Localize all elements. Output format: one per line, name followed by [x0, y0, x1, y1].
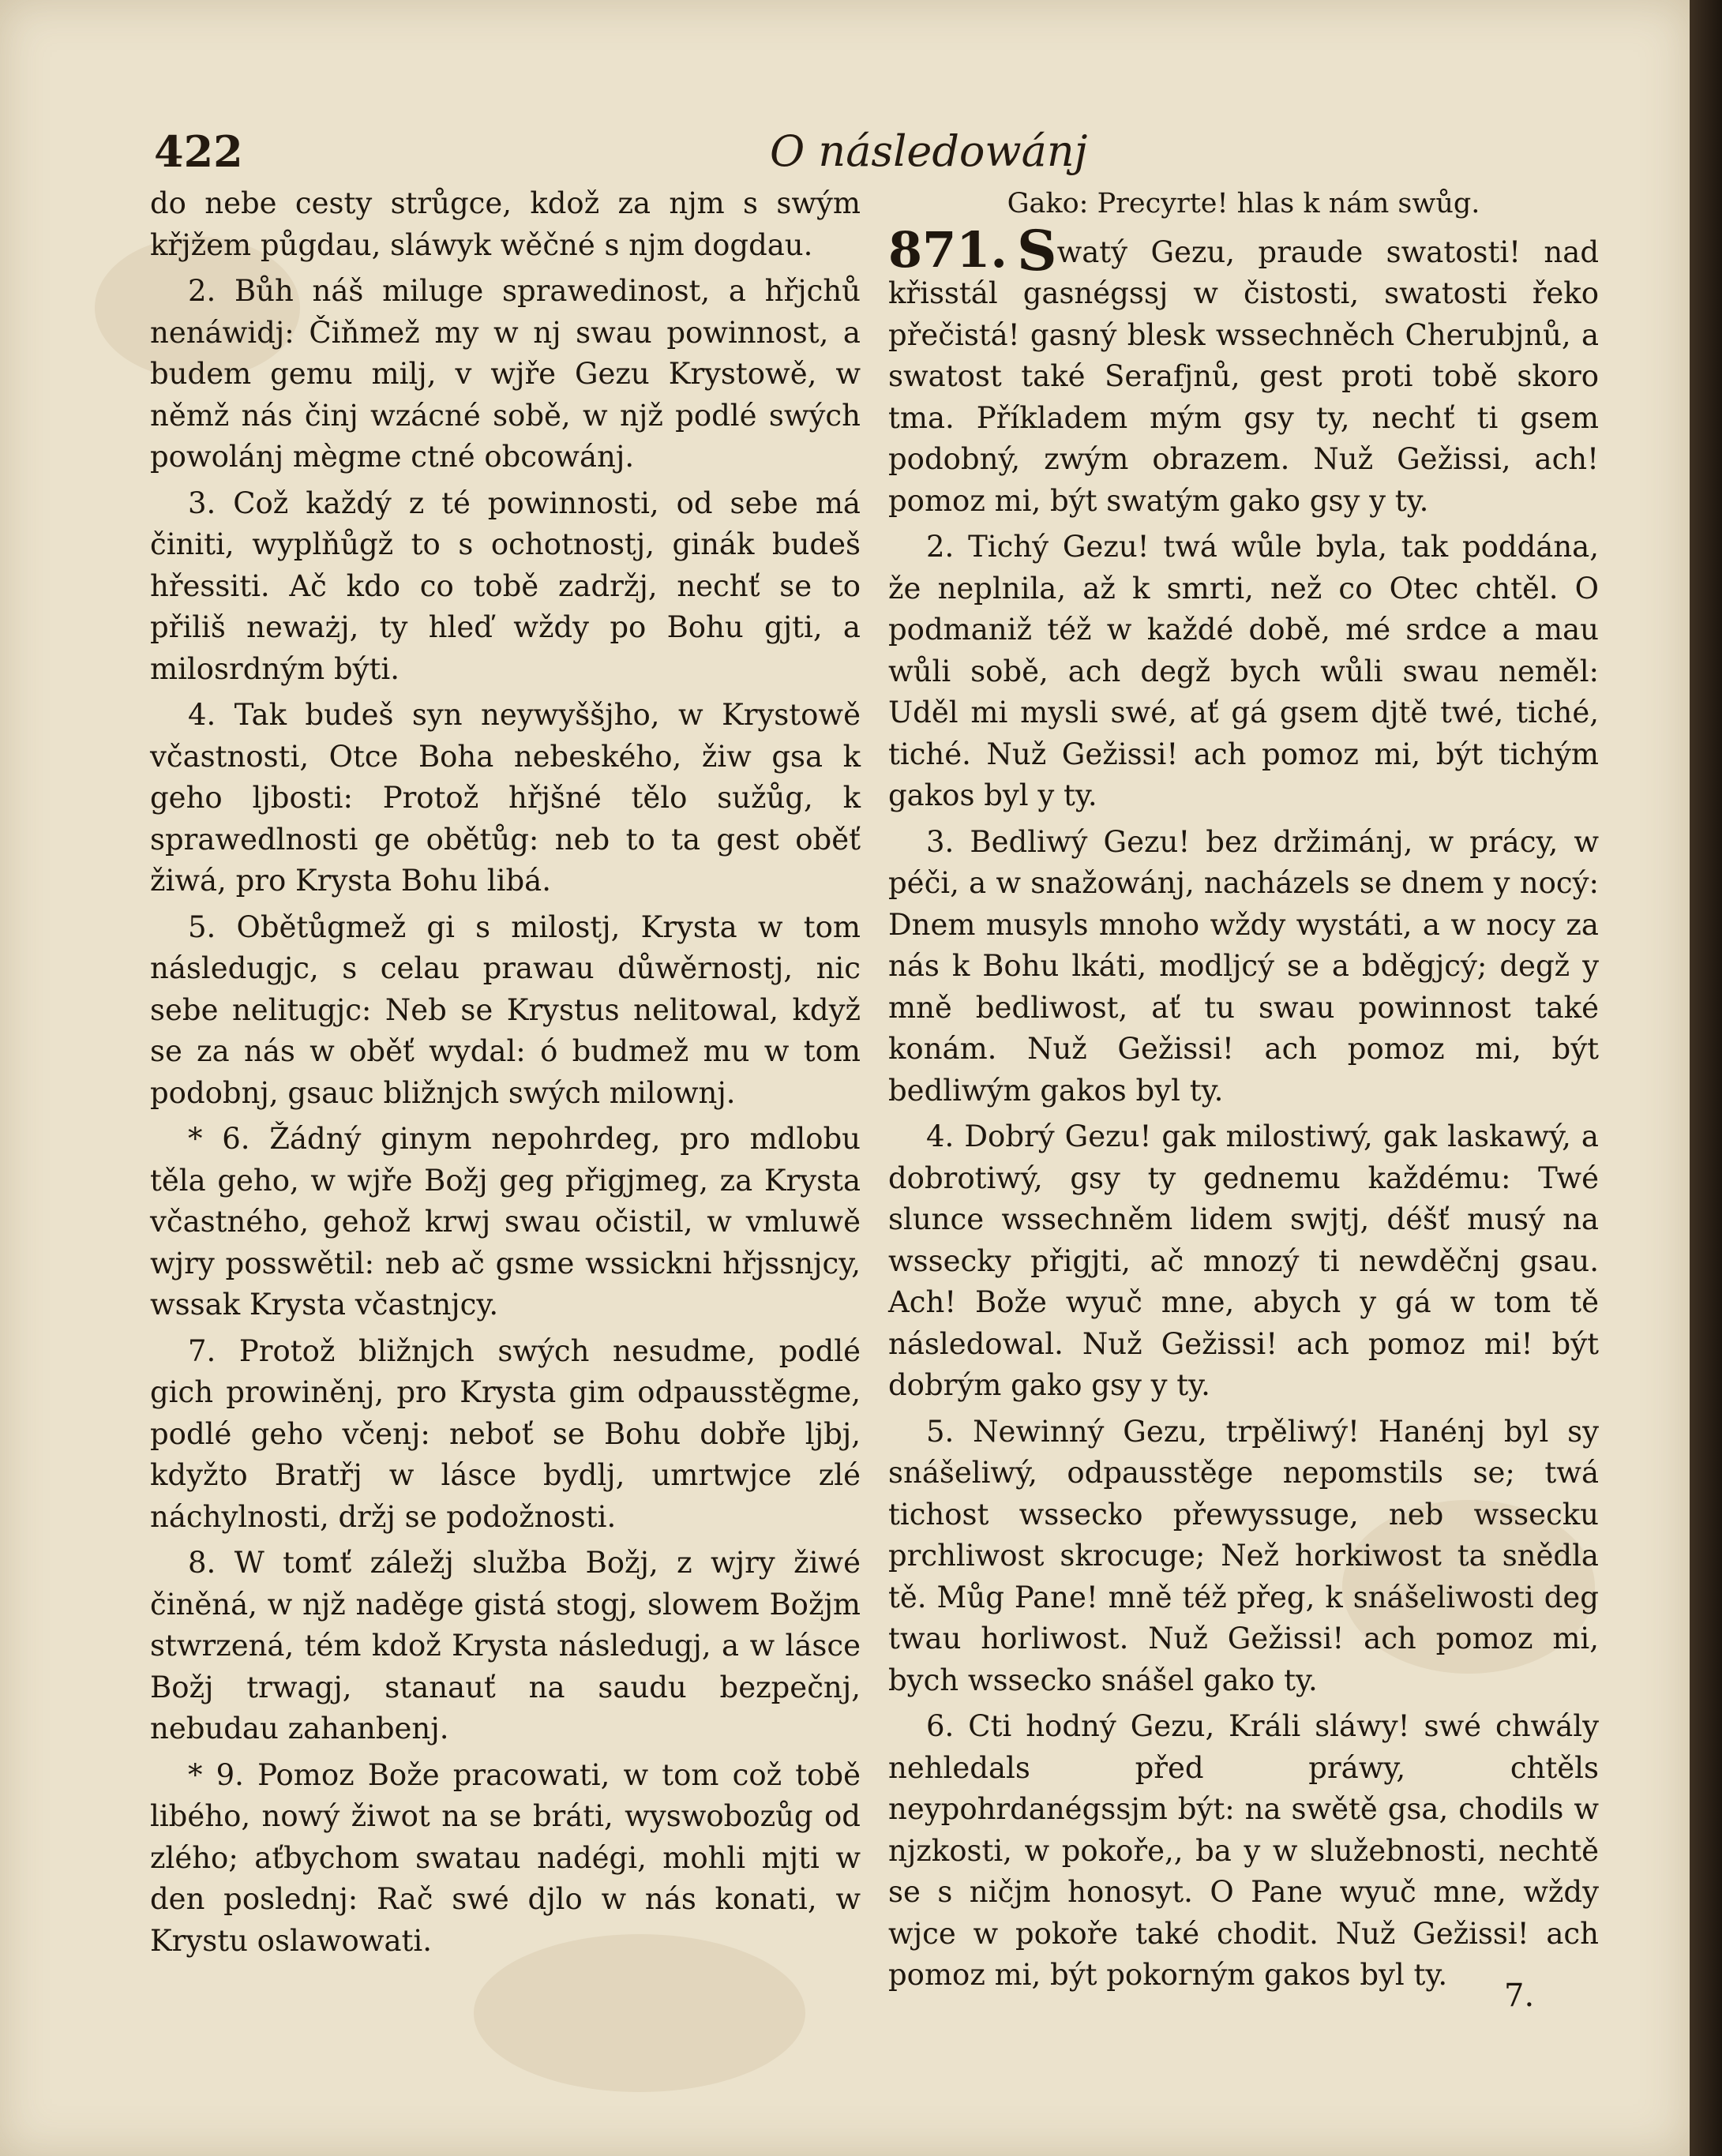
left-paragraph-3: 3. Což každý z té powinnosti, od sebe má činiti, wyplňůgž to s ochotnostj, ginák budeš hřessiti. Ač kdo co tobě zadržj, nechť se to přiliš neważj, ty hleď wždy po Bohu gjti, a milosrdným býti. [150, 486, 861, 686]
page-number: 422 [154, 126, 243, 177]
left-paragraph-9: * 9. Pomoz Bože pracowati, w tom což tobě libého, nowý žiwot na se bráti, wyswobozůg od zlého; aťbychom swatau nadégi, mohli mjti w den poslednj: Rač swé djlo w nás konati, w Krystu oslawowati. [150, 1757, 861, 1958]
hymn-verse-2: 2. Tichý Gezu! twá wůle byla, tak poddána, že neplnila, až k smrti, než co Otec chtěl. O podmaniž též w každé době, mé srdce a mau wůli sobě, ach degž bych wůli swau neměl: Uděl mi mysli swé, ať gá gsem djtě twé, tiché, tiché. Nuž Gežissi! ach pomoz mi, být tichým gakos byl y ty. [888, 530, 1599, 812]
left-paragraph-7: 7. Protož bližnjch swých nesudme, podlé gich prowiněnj, pro Krysta gim odpausstěgme, podlé geho včenj: neboť se Bohu dobře ljbj, kdyžto Bratřj w lásce bydlj, umrtwjce zlé náchylnosti, držj se podožnosti. [150, 1333, 861, 1534]
left-column [150, 183, 861, 1967]
running-title: O následowánj [770, 126, 1088, 176]
hymn-verse-1-text: watý Gezu, praude swatosti! nad křisstál gasnégssj w čistosti, swatosti řeko přečistá! gasný blesk wssechněch Cherubjnů, a swatost také Serafjnů, gest proti tobě skoro tma. Příkladem mým gsy ty, nechť ti gsem podobný, zwým obrazem. Nuž Gežissi, ach! pomoz mi, být swatým gako gsy y ty. [888, 234, 1599, 518]
hymn-melody-line: Gako: Precyrte! hlas k nám swůg. [1007, 188, 1480, 219]
hymn-verse-1 [888, 217, 1599, 523]
hymn-verse-3: 3. Bedliwý Gezu! bez držimánj, w prácy, w péči, a w snažowánj, nacházels se dnem y nocý: Dnem musyls mnoho wždy wystáti, a w nocy za nás k Bohu lkáti, modljcý se a bděgjcý; degž y mně bedliwost, ať tu swau powinnost také konám. Nuž Gežissi! ach pomoz mi, být bedliwým gakos byl ty. [888, 824, 1599, 1108]
left-paragraph-8: 8. W tomť záležj služba Božj, z wjry žiwé činěná, w njž naděge gistá stogj, slowem Božjm stwrzená, tém kdož Krysta následugj, a w lásce Božj trwagj, stanauť na saudu bezpečnj, nebudau zahanbenj. [150, 1546, 861, 1745]
page-header [154, 126, 1599, 177]
hymn-number: 871. [888, 220, 1008, 279]
left-paragraph-5: 5. Obětůgmež gi s milostj, Krysta w tom následugjc, s celau prawau důwěrnostj, nic sebe nelitugjc: Neb se Krystus nelitowal, když se za nás w oběť wydal: ó budmež mu w tom podobnj, gsauc bližnjch swých milownj. [150, 909, 861, 1110]
left-paragraph-2: 2. Bůh náš miluge sprawedinost, a hřjchů nenáwidj: Čiňmež my w nj swau powinnost, a budem gemu milj, v wjře Gezu Krystowě, w němž nás činj wzácné sobě, w njž podlé swých powolánj mègme ctné obcowánj. [150, 274, 861, 474]
left-paragraph-6: * 6. Žádný ginym nepohrdeg, pro mdlobu těla geho, w wjře Božj geg přigjmeg, za Krysta včastného, gehož krwj swau očistil, w vmluwě wjry posswětil: neb ač gsme wssickni hřjssnjcy, wssak Krysta včastnjcy. [150, 1122, 861, 1322]
right-column [888, 183, 1599, 2001]
hymn-verse-6: 6. Cti hodný Gezu, Králi sláwy! swé chwály nehledals před práwy, chtěls neypohrdanégssjm být: na swětě gsa, chodils w njzkosti, w pokoře,, ba y w služebnosti, nechtě se s ničjm honosyt. O Pane wyuč mne, wždy wjce w pokoře také chodit. Nuž Gežissi! ach pomoz mi, být pokorným gakos byl ty. [888, 1709, 1599, 1992]
book-spine [1690, 0, 1722, 2156]
left-paragraph-1: do nebe cesty strůgce, kdož za njm s swým křjžem půgdau, sláwyk wěčné s njm dogdau. [150, 186, 861, 262]
left-paragraph-4: 4. Tak budeš syn neywyššjho, w Krystowě včastnosti, Otce Boha nebeského, žiw gsa k geho ljbosti: Protož hřjšné tělo sužůg, k sprawedlnosti ge obětůg: neb to ta gest oběť žiwá, pro Krysta Bohu libá. [150, 698, 861, 898]
catchword: 7. [1504, 1978, 1535, 2014]
drop-initial: S [1017, 217, 1057, 283]
hymn-verse-4: 4. Dobrý Gezu! gak milostiwý, gak laskawý, a dobrotiwý, gsy ty gednemu každému: Twé slunce wssechněm lidem swjtj, déšť musý na wssecky přigjti, ač mnozý ti newděčnj gsau. Ach! Bože wyuč mne, abych y gá w tom tě následowal. Nuž Gežissi! ach pomoz mi! být dobrým gako gsy y ty. [888, 1119, 1599, 1402]
hymn-verse-5: 5. Newinný Gezu, trpěliwý! Hanénj byl sy snášeliwý, odpausstěge nepomstils se; twá tichost wssecko přewyssuge, neb wssecku prchliwost skrocuge; Než horkiwost ta snědla tě. Můg Pane! mně též přeg, k snášeliwosti deg twau horliwost. Nuž Gežissi! ach pomoz mi, bych wssecko snášel gako ty. [888, 1414, 1599, 1697]
